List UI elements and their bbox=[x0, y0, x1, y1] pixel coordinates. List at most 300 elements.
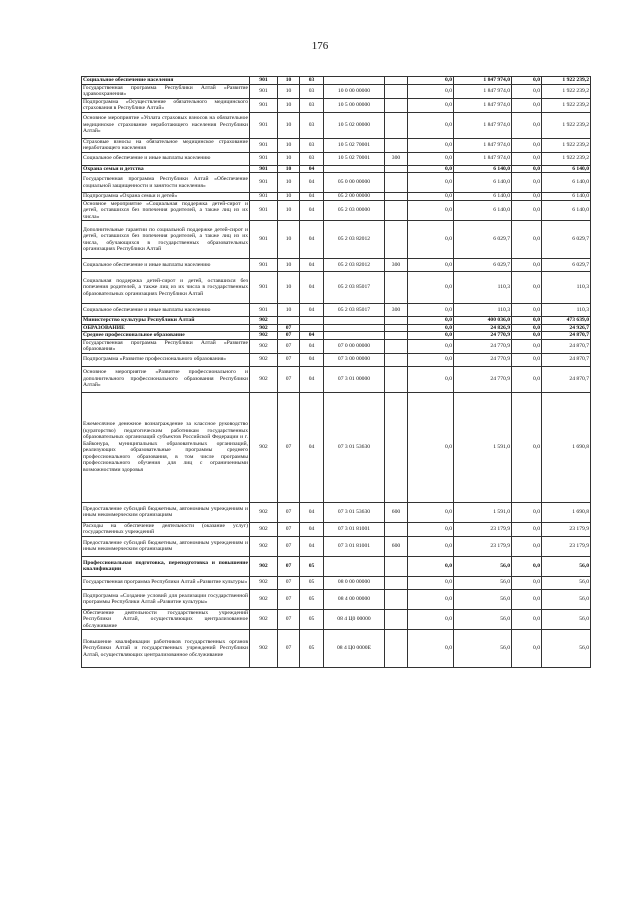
cell-v4: 6 029,7 bbox=[542, 259, 591, 272]
cell-name: Государственная программа Республики Алтай «Развитие культуры» bbox=[82, 576, 250, 589]
cell-gr: 902 bbox=[250, 324, 278, 332]
cell-rz: 10 bbox=[278, 193, 300, 201]
cell-pr: 04 bbox=[300, 173, 324, 193]
cell-v1: 0,0 bbox=[408, 392, 454, 502]
cell-rz: 07 bbox=[278, 522, 300, 536]
table-row bbox=[82, 138, 591, 152]
cell-v3: 0,0 bbox=[512, 112, 542, 138]
cell-pr: 04 bbox=[300, 522, 324, 536]
cell-v1: 0,0 bbox=[408, 112, 454, 138]
cell-name: Социальная поддержка детей-сирот и детей, оставшихся без попечения родителей, а также лиц из их числа в государственных образовательных организациях Республики Алтай bbox=[82, 272, 250, 304]
cell-vr bbox=[385, 353, 408, 366]
cell-rz: 07 bbox=[278, 502, 300, 522]
cell-rz: 10 bbox=[278, 84, 300, 98]
cell-v4: 24 870,7 bbox=[542, 339, 591, 353]
cell-rz: 07 bbox=[278, 630, 300, 668]
cell-vr bbox=[385, 200, 408, 221]
cell-csr: 08 4 Ц0 0000Е bbox=[324, 630, 385, 668]
cell-csr: 08 4 Ц0 00000 bbox=[324, 609, 385, 630]
cell-gr: 902 bbox=[250, 332, 278, 340]
cell-v2: 1 591,0 bbox=[454, 392, 512, 502]
cell-gr: 902 bbox=[250, 522, 278, 536]
cell-name: Государственная программа Республики Алтай «Развитие образования» bbox=[83, 339, 248, 352]
cell-rz bbox=[278, 317, 300, 325]
cell-pr: 05 bbox=[300, 609, 324, 630]
cell-v3: 0,0 bbox=[512, 366, 542, 392]
cell-csr: 05 2 03 00000 bbox=[324, 200, 385, 221]
cell-vr: 600 bbox=[385, 536, 408, 556]
cell-v1: 0,0 bbox=[408, 84, 454, 98]
cell-rz: 07 bbox=[278, 366, 300, 392]
cell-v4: 110,3 bbox=[542, 272, 591, 304]
cell-csr: 07 3 01 81001 bbox=[324, 522, 385, 536]
cell-v2: 56,0 bbox=[454, 576, 512, 589]
cell-name: Повышение квалификации работников государственных органов Республики Алтай и государственных учреждений Республики Алтай, осуществляющих централизованное обслуживание bbox=[82, 630, 250, 668]
cell-vr bbox=[385, 173, 408, 193]
cell-v4: 473 639,0 bbox=[542, 317, 591, 325]
table-row bbox=[82, 609, 591, 630]
cell-v1: 0,0 bbox=[408, 317, 454, 325]
cell-gr: 901 bbox=[250, 112, 278, 138]
table-row bbox=[82, 589, 591, 609]
table-row bbox=[82, 272, 591, 304]
cell-rz: 10 bbox=[278, 221, 300, 259]
cell-pr: 04 bbox=[300, 502, 324, 522]
cell-v2: 1 847 974,0 bbox=[454, 138, 512, 152]
table-row bbox=[82, 556, 591, 576]
cell-name: Дополнительные гарантии по социальной поддержке детей-сирот и детей, оставшихся без попечения родителей, а также лиц из их числа, обучающихся в государственных образовательных организациях Республики Алтай bbox=[82, 221, 250, 259]
table-row bbox=[82, 324, 591, 332]
cell-v1: 0,0 bbox=[408, 536, 454, 556]
cell-v4: 1 922 239,2 bbox=[542, 98, 591, 112]
cell-name: Среднее профессиональное образование bbox=[82, 332, 250, 340]
cell-rz: 10 bbox=[278, 259, 300, 272]
cell-v1: 0,0 bbox=[408, 556, 454, 576]
cell-vr: 300 bbox=[385, 259, 408, 272]
table-row bbox=[82, 502, 591, 522]
cell-vr bbox=[385, 272, 408, 304]
cell-v3: 0,0 bbox=[512, 317, 542, 325]
cell-gr: 902 bbox=[250, 589, 278, 609]
table-row bbox=[82, 304, 591, 317]
table-row bbox=[82, 112, 591, 138]
cell-v2: 24 770,9 bbox=[454, 366, 512, 392]
cell-name: Охрана семьи и детства bbox=[82, 165, 250, 173]
cell-name: Социальное обеспечение населения bbox=[82, 77, 250, 85]
cell-v3: 0,0 bbox=[512, 272, 542, 304]
cell-rz: 10 bbox=[278, 98, 300, 112]
cell-gr: 902 bbox=[250, 630, 278, 668]
cell-v4: 6 140,0 bbox=[542, 193, 591, 201]
cell-name: Министерство культуры Республики Алтай bbox=[82, 317, 250, 325]
cell-name: Расходы на обеспечение деятельности (оказание услуг) государственных учреждений bbox=[83, 522, 248, 535]
cell-rz: 07 bbox=[278, 536, 300, 556]
cell-v2: 6 140,0 bbox=[454, 200, 512, 221]
cell-v1: 0,0 bbox=[408, 324, 454, 332]
cell-v3: 0,0 bbox=[512, 522, 542, 536]
cell-pr: 04 bbox=[300, 259, 324, 272]
cell-v3: 0,0 bbox=[512, 324, 542, 332]
cell-name: Социальное обеспечение и иные выплаты населению bbox=[82, 259, 250, 272]
cell-name: Профессиональная подготовка, переподготовка и повышение квалификации bbox=[82, 556, 250, 576]
cell-v3: 0,0 bbox=[512, 502, 542, 522]
cell-pr: 03 bbox=[300, 84, 324, 98]
cell-v2: 24 770,9 bbox=[454, 332, 512, 340]
table-row bbox=[82, 200, 591, 221]
cell-name: Предоставление субсидий бюджетным, автономным учреждениям и иным некоммерческим организациям bbox=[82, 502, 250, 522]
cell-pr: 03 bbox=[300, 112, 324, 138]
cell-gr: 901 bbox=[250, 221, 278, 259]
cell-gr: 902 bbox=[250, 576, 278, 589]
cell-gr: 902 bbox=[250, 366, 278, 392]
cell-v1: 0,0 bbox=[408, 138, 454, 152]
cell-csr: 05 2 03 82012 bbox=[324, 221, 385, 259]
table-row bbox=[82, 366, 591, 392]
table-row bbox=[82, 392, 591, 502]
cell-csr: 10 0 00 00000 bbox=[324, 84, 385, 98]
cell-csr bbox=[324, 77, 385, 85]
cell-gr: 901 bbox=[250, 152, 278, 165]
cell-v4: 24 926,7 bbox=[542, 324, 591, 332]
cell-v1: 0,0 bbox=[408, 609, 454, 630]
table-row bbox=[82, 173, 591, 193]
cell-rz: 07 bbox=[278, 556, 300, 576]
cell-v2: 56,0 bbox=[454, 556, 512, 576]
cell-pr bbox=[300, 317, 324, 325]
cell-pr: 04 bbox=[300, 165, 324, 173]
cell-rz: 07 bbox=[278, 392, 300, 502]
cell-name: Обеспечение деятельности государственных учреждений Республики Алтай, осуществляющих централизованное обслуживание bbox=[83, 609, 248, 629]
cell-gr: 901 bbox=[250, 173, 278, 193]
cell-rz: 07 bbox=[278, 324, 300, 332]
cell-csr: 07 3 00 00000 bbox=[324, 353, 385, 366]
cell-csr: 07 3 01 00000 bbox=[324, 366, 385, 392]
cell-vr bbox=[385, 165, 408, 173]
cell-v2: 1 847 974,0 bbox=[454, 98, 512, 112]
cell-gr: 902 bbox=[250, 353, 278, 366]
cell-v1: 0,0 bbox=[408, 339, 454, 353]
cell-csr: 07 3 01 53630 bbox=[324, 502, 385, 522]
cell-v4: 1 690,8 bbox=[542, 392, 591, 502]
cell-v1: 0,0 bbox=[408, 193, 454, 201]
table-row bbox=[82, 353, 591, 366]
cell-v4: 6 029,7 bbox=[542, 221, 591, 259]
table-row bbox=[82, 576, 591, 589]
cell-name: Подпрограмма «Осуществление обязательного медицинского страхования в Республике Алтай» bbox=[83, 98, 248, 111]
cell-v2: 24 770,9 bbox=[454, 339, 512, 353]
table-row bbox=[82, 339, 591, 353]
cell-pr: 03 bbox=[300, 98, 324, 112]
cell-v2: 1 847 974,0 bbox=[454, 152, 512, 165]
cell-rz: 07 bbox=[278, 589, 300, 609]
cell-name: Подпрограмма «Создание условий для реализации государственной программы Республики Алтай «Развитие культуры» bbox=[82, 589, 250, 609]
cell-v3: 0,0 bbox=[512, 353, 542, 366]
cell-v1: 0,0 bbox=[408, 98, 454, 112]
cell-vr bbox=[385, 522, 408, 536]
cell-name: Ежемесячное денежное вознаграждение за классное руководство (кураторство) педагогическим работникам государственных образовательных организаций субъектов Российской Федерации и г. Байконура, муниципальных образовательных организаций, реализующих образовательные программы среднего профессионального образования, в том числе программы профессионального обучения для лиц с ограниченными возможностями здоровья bbox=[82, 392, 250, 502]
cell-v4: 110,3 bbox=[542, 304, 591, 317]
cell-v3: 0,0 bbox=[512, 221, 542, 259]
page-number: 176 bbox=[311, 40, 329, 52]
cell-pr: 04 bbox=[300, 339, 324, 353]
cell-v1: 0,0 bbox=[408, 272, 454, 304]
cell-v1: 0,0 bbox=[408, 522, 454, 536]
cell-csr: 05 2 03 82012 bbox=[324, 259, 385, 272]
cell-gr: 901 bbox=[250, 304, 278, 317]
cell-v3: 0,0 bbox=[512, 392, 542, 502]
cell-csr bbox=[324, 324, 385, 332]
cell-name: Основное мероприятие «Социальная поддержка детей-сирот и детей, оставшихся без попечения родителей, а также лиц из их числа» bbox=[83, 200, 248, 220]
cell-pr: 04 bbox=[300, 332, 324, 340]
cell-v3: 0,0 bbox=[512, 576, 542, 589]
cell-v4: 6 140,0 bbox=[542, 173, 591, 193]
cell-v4: 56,0 bbox=[542, 556, 591, 576]
cell-name: Подпрограмма «Развитие профессионального образования» bbox=[82, 353, 250, 366]
cell-v4: 24 870,7 bbox=[542, 332, 591, 340]
cell-v3: 0,0 bbox=[512, 630, 542, 668]
cell-vr bbox=[385, 339, 408, 353]
table-row bbox=[82, 536, 591, 556]
cell-v2: 24 826,9 bbox=[454, 324, 512, 332]
cell-vr bbox=[385, 576, 408, 589]
cell-pr: 05 bbox=[300, 576, 324, 589]
cell-v1: 0,0 bbox=[408, 165, 454, 173]
cell-pr: 03 bbox=[300, 152, 324, 165]
cell-csr: 10 5 00 00000 bbox=[324, 98, 385, 112]
cell-v3: 0,0 bbox=[512, 339, 542, 353]
cell-pr: 04 bbox=[300, 392, 324, 502]
cell-gr: 901 bbox=[250, 98, 278, 112]
cell-v2: 110,3 bbox=[454, 272, 512, 304]
cell-v2: 56,0 bbox=[454, 609, 512, 630]
cell-v3: 0,0 bbox=[512, 304, 542, 317]
cell-csr: 07 0 00 00000 bbox=[324, 339, 385, 353]
table-row bbox=[82, 193, 591, 201]
cell-name: Социальное обеспечение и иные выплаты населению bbox=[82, 152, 250, 165]
cell-v2: 23 179,9 bbox=[454, 536, 512, 556]
cell-v3: 0,0 bbox=[512, 200, 542, 221]
cell-pr: 05 bbox=[300, 630, 324, 668]
budget-table bbox=[81, 76, 591, 668]
cell-name: Государственная программа Республики Алтай «Развитие здравоохранения» bbox=[83, 84, 248, 97]
cell-pr: 03 bbox=[300, 138, 324, 152]
cell-v2: 110,3 bbox=[454, 304, 512, 317]
cell-pr: 04 bbox=[300, 304, 324, 317]
table-row bbox=[82, 332, 591, 340]
cell-v1: 0,0 bbox=[408, 259, 454, 272]
cell-vr bbox=[385, 324, 408, 332]
cell-v3: 0,0 bbox=[512, 556, 542, 576]
cell-v2: 6 140,0 bbox=[454, 173, 512, 193]
cell-vr bbox=[385, 317, 408, 325]
cell-v1: 0,0 bbox=[408, 589, 454, 609]
cell-name: Социальное обеспечение и иные выплаты населению bbox=[82, 304, 250, 317]
cell-v4: 6 140,0 bbox=[542, 165, 591, 173]
cell-rz: 10 bbox=[278, 200, 300, 221]
cell-pr: 04 bbox=[300, 272, 324, 304]
table-row bbox=[82, 98, 591, 112]
cell-gr: 901 bbox=[250, 84, 278, 98]
cell-v3: 0,0 bbox=[512, 332, 542, 340]
cell-v1: 0,0 bbox=[408, 502, 454, 522]
cell-v1: 0,0 bbox=[408, 221, 454, 259]
cell-v1: 0,0 bbox=[408, 304, 454, 317]
cell-v3: 0,0 bbox=[512, 98, 542, 112]
cell-v4: 1 922 239,2 bbox=[542, 112, 591, 138]
cell-pr: 03 bbox=[300, 77, 324, 85]
cell-gr: 902 bbox=[250, 502, 278, 522]
cell-vr bbox=[385, 392, 408, 502]
table-row bbox=[82, 221, 591, 259]
cell-csr: 10 5 02 70001 bbox=[324, 152, 385, 165]
cell-csr: 05 0 00 00000 bbox=[324, 173, 385, 193]
cell-v2: 6 140,0 bbox=[454, 193, 512, 201]
cell-csr: 05 2 00 00000 bbox=[324, 193, 385, 201]
cell-v2: 56,0 bbox=[454, 589, 512, 609]
cell-csr bbox=[324, 165, 385, 173]
cell-pr: 04 bbox=[300, 200, 324, 221]
cell-vr bbox=[385, 193, 408, 201]
cell-name: Страховые взносы на обязательное медицинское страхование неработающего населения bbox=[83, 138, 248, 151]
cell-vr bbox=[385, 138, 408, 152]
cell-v4: 6 140,0 bbox=[542, 200, 591, 221]
table-row bbox=[82, 630, 591, 668]
cell-rz: 10 bbox=[278, 304, 300, 317]
cell-rz: 07 bbox=[278, 353, 300, 366]
cell-v2: 1 847 974,0 bbox=[454, 112, 512, 138]
cell-csr: 05 2 03 85017 bbox=[324, 304, 385, 317]
cell-v4: 1 690,8 bbox=[542, 502, 591, 522]
cell-v4: 1 922 239,2 bbox=[542, 84, 591, 98]
cell-pr bbox=[300, 324, 324, 332]
cell-v2: 6 140,0 bbox=[454, 165, 512, 173]
cell-vr bbox=[385, 589, 408, 609]
table-row bbox=[82, 84, 591, 98]
cell-vr: 600 bbox=[385, 502, 408, 522]
cell-vr: 300 bbox=[385, 304, 408, 317]
cell-rz: 10 bbox=[278, 165, 300, 173]
cell-v2: 6 029,7 bbox=[454, 259, 512, 272]
cell-csr: 08 0 00 00000 bbox=[324, 576, 385, 589]
cell-v4: 24 870,7 bbox=[542, 353, 591, 366]
cell-v3: 0,0 bbox=[512, 165, 542, 173]
cell-v1: 0,0 bbox=[408, 173, 454, 193]
cell-gr: 902 bbox=[250, 317, 278, 325]
table-row bbox=[82, 317, 591, 325]
cell-rz: 10 bbox=[278, 138, 300, 152]
cell-v3: 0,0 bbox=[512, 152, 542, 165]
cell-rz: 07 bbox=[278, 576, 300, 589]
cell-gr: 901 bbox=[250, 272, 278, 304]
cell-pr: 04 bbox=[300, 366, 324, 392]
table-row bbox=[82, 77, 591, 85]
cell-gr: 901 bbox=[250, 77, 278, 85]
cell-v2: 24 770,9 bbox=[454, 353, 512, 366]
cell-vr bbox=[385, 98, 408, 112]
cell-csr: 07 3 01 53630 bbox=[324, 392, 385, 502]
cell-v4: 1 922 239,2 bbox=[542, 77, 591, 85]
cell-name: Предоставление субсидий бюджетным, автономным учреждениям и иным некоммерческим организациям bbox=[82, 536, 250, 556]
cell-vr bbox=[385, 609, 408, 630]
cell-rz: 10 bbox=[278, 173, 300, 193]
cell-csr: 10 5 02 00000 bbox=[324, 112, 385, 138]
cell-gr: 901 bbox=[250, 259, 278, 272]
cell-csr bbox=[324, 556, 385, 576]
table-row bbox=[82, 165, 591, 173]
cell-rz: 07 bbox=[278, 332, 300, 340]
cell-v2: 6 029,7 bbox=[454, 221, 512, 259]
cell-v4: 23 179,9 bbox=[542, 536, 591, 556]
cell-v2: 23 179,9 bbox=[454, 522, 512, 536]
cell-vr bbox=[385, 221, 408, 259]
cell-vr bbox=[385, 366, 408, 392]
cell-gr: 902 bbox=[250, 536, 278, 556]
cell-v4: 1 922 239,2 bbox=[542, 138, 591, 152]
cell-rz: 10 bbox=[278, 77, 300, 85]
cell-v3: 0,0 bbox=[512, 589, 542, 609]
cell-csr: 08 4 00 00000 bbox=[324, 589, 385, 609]
cell-vr bbox=[385, 556, 408, 576]
cell-pr: 05 bbox=[300, 556, 324, 576]
cell-pr: 04 bbox=[300, 536, 324, 556]
cell-v4: 56,0 bbox=[542, 609, 591, 630]
cell-gr: 901 bbox=[250, 200, 278, 221]
cell-v1: 0,0 bbox=[408, 630, 454, 668]
cell-csr bbox=[324, 317, 385, 325]
cell-v1: 0,0 bbox=[408, 353, 454, 366]
table-row bbox=[82, 152, 591, 165]
cell-v3: 0,0 bbox=[512, 193, 542, 201]
cell-v3: 0,0 bbox=[512, 536, 542, 556]
cell-v1: 0,0 bbox=[408, 152, 454, 165]
cell-name: ОБРАЗОВАНИЕ bbox=[82, 324, 250, 332]
cell-v4: 1 922 239,2 bbox=[542, 152, 591, 165]
cell-gr: 902 bbox=[250, 339, 278, 353]
cell-v3: 0,0 bbox=[512, 138, 542, 152]
cell-v1: 0,0 bbox=[408, 576, 454, 589]
cell-v4: 24 870,7 bbox=[542, 366, 591, 392]
cell-vr bbox=[385, 84, 408, 98]
cell-pr: 04 bbox=[300, 221, 324, 259]
cell-csr bbox=[324, 332, 385, 340]
cell-csr: 05 2 03 85017 bbox=[324, 272, 385, 304]
cell-rz: 07 bbox=[278, 609, 300, 630]
cell-v2: 1 847 974,0 bbox=[454, 77, 512, 85]
cell-gr: 901 bbox=[250, 165, 278, 173]
cell-name: Подпрограмма «Охрана семьи и детей» bbox=[82, 193, 250, 201]
cell-rz: 10 bbox=[278, 112, 300, 138]
cell-v3: 0,0 bbox=[512, 77, 542, 85]
cell-rz: 10 bbox=[278, 152, 300, 165]
table-row bbox=[82, 259, 591, 272]
cell-v2: 400 036,0 bbox=[454, 317, 512, 325]
cell-gr: 902 bbox=[250, 392, 278, 502]
table-row bbox=[82, 522, 591, 536]
cell-csr: 07 3 01 81001 bbox=[324, 536, 385, 556]
cell-rz: 07 bbox=[278, 339, 300, 353]
cell-v3: 0,0 bbox=[512, 84, 542, 98]
cell-gr: 902 bbox=[250, 556, 278, 576]
cell-v3: 0,0 bbox=[512, 609, 542, 630]
cell-v2: 1 847 974,0 bbox=[454, 84, 512, 98]
cell-vr: 300 bbox=[385, 152, 408, 165]
cell-v4: 23 179,9 bbox=[542, 522, 591, 536]
cell-gr: 901 bbox=[250, 193, 278, 201]
cell-v2: 1 591,0 bbox=[454, 502, 512, 522]
cell-v3: 0,0 bbox=[512, 259, 542, 272]
cell-name: Основное мероприятие «Развитие профессионального и дополнительного профессионального образования Республики Алтай» bbox=[82, 366, 250, 392]
cell-vr bbox=[385, 630, 408, 668]
